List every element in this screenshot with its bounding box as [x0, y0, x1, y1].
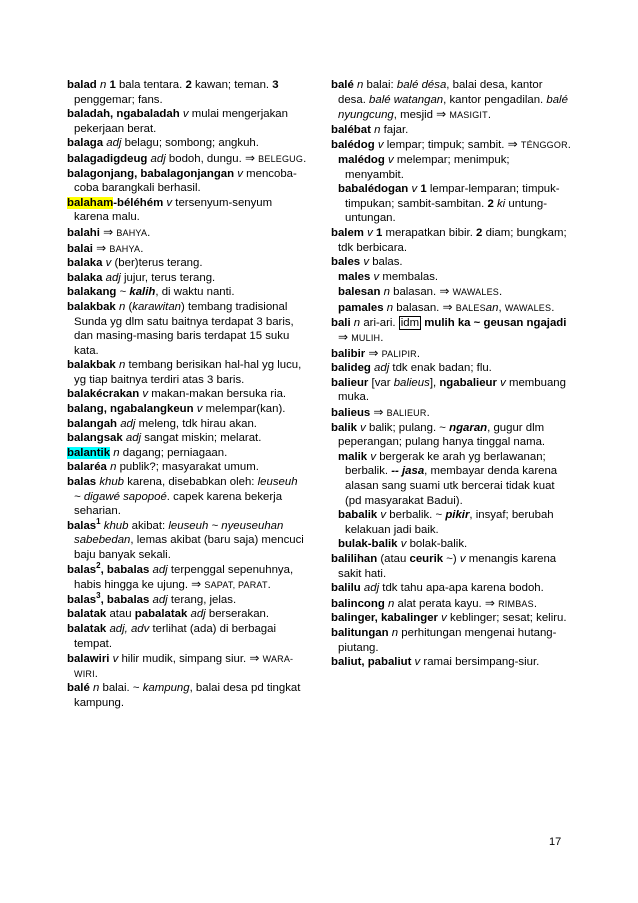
idiom-label-box: idm [400, 316, 420, 329]
entry: balitungan n perhitungan mengenai hutang-piutang. [331, 626, 557, 654]
entry: balaka v (ber)terus terang. [67, 257, 203, 270]
subentry: pamales n balasan. ⇒ BALESan, WAWALES. [338, 299, 555, 314]
entry: balantik n dagang; perniagaan. [67, 446, 228, 459]
entry: balaka adj jujur, terus terang. [67, 271, 216, 284]
entry: balad n 1 bala tentara. 2 kawan; teman. 3 penggemar; fans. [67, 79, 279, 106]
subentry: malédog v melempar; menimpuk; menyambit. [338, 153, 510, 181]
entry: balakbak n tembang berisikan hal-hal yg lucu, yg tiap baitnya terdiri atas 3 baris. [67, 359, 302, 386]
entry: balai ⇒ BAHYA. [67, 240, 144, 255]
entry: balakécrakan v makan-makan bersuka ria. [67, 388, 287, 401]
arrow-icon: ⇒ [484, 595, 495, 610]
entry: balagonjang, babalagonjangan v mencoba-coba barangkali berhasil. [67, 167, 297, 195]
entry: balideg adj tdk enak badan; flu. [331, 362, 492, 375]
entry: balieus ⇒ BALIEUR. [331, 405, 430, 420]
entry: balé n balai. ~ kampung, balai desa pd tingkat kampung. [67, 682, 301, 709]
entry: balaréa n publik?; masyarakat umum. [67, 461, 259, 474]
entry: balaga adj belagu; sombong; angkuh. [67, 137, 259, 150]
entry: balahi ⇒ BAHYA. [67, 224, 151, 239]
entry: balébat n fajar. [331, 123, 409, 136]
entry: balé n balai: balé désa, balai desa, kantor desa. balé watangan, kantor pengadilan. balé nyungcung, mesjid ⇒ MASIGIT. [331, 79, 568, 122]
entry: balang, ngabalangkeun v melempar(kan). [67, 403, 286, 416]
entry: balédog v lempar; timpuk; sambit. ⇒ TÉNGGOR. [331, 137, 571, 152]
entry: balaham-béléhém v tersenyum-senyum karena malu. [67, 196, 273, 224]
entry: balagadigdeug adj bodoh, dungu. ⇒ BELEGUG. [67, 150, 307, 165]
highlight-cyan: balantik [67, 446, 111, 459]
entry: balakbak n (karawitan) tembang tradisional Sunda yg dlm satu baitnya terdapat 3 baris, dan masing-masing baris terdapat 15 suku kata. [67, 300, 294, 357]
arrow-icon: ⇒ [249, 651, 260, 666]
entry: balas$^3$, babalas adj terang, jelas. [67, 590, 237, 606]
arrow-icon: ⇒ [373, 405, 384, 420]
entry: balilu adj tdk tahu apa-apa karena bodoh. [331, 582, 544, 595]
subentry: bulak-balik v bolak-balik. [338, 538, 468, 551]
entry: balas$^1$ khub akibat: leuseuh ~ nyeuseuhan sabebedan, lemas akibat (baru saja) mencuci baju banyak sekali. [67, 517, 304, 561]
entry: balawiri v hilir mudik, simpang siur. ⇒ WARA-WIRI. [67, 651, 294, 680]
arrow-icon: ⇒ [244, 150, 255, 165]
arrow-icon: ⇒ [439, 284, 450, 299]
page-number: 17 [549, 836, 562, 848]
subentry: balesan n balasan. ⇒ WAWALES. [338, 284, 503, 299]
entry: balibir ⇒ PALIPIR. [331, 345, 421, 360]
entry: balatak adj, adv terlihat (ada) di berbagai tempat. [67, 622, 276, 650]
entry: balas khub karena, disebabkan oleh: leuseuh ~ digawé sapopoé. capek karena bekerja seharian. [67, 476, 298, 518]
entry: balas$^2$, babalas adj terpenggal sepenuhnya, habis hingga ke ujung. ⇒ SAPAT, PARAT. [67, 560, 294, 592]
entry: balatak atau pabalatak adj berserakan. [67, 608, 270, 621]
highlight-yellow: balaham [67, 196, 114, 209]
entry: bali n ari-ari. idm mulih ka ~ geusan ngajadi ⇒ MULIH. [331, 316, 567, 345]
entry: balem v 1 merapatkan bibir. 2 diam; bungkam; tdk berbicara. [331, 226, 567, 254]
arrow-icon: ⇒ [368, 345, 379, 360]
left-column [67, 78, 307, 711]
entry: baladah, ngabaladah v mulai mengerjakan pekerjaan berat. [67, 108, 288, 135]
entry: balinger, kabalinger v keblinger; sesat; keliru. [331, 612, 567, 625]
subentry: babalédogan v 1 lempar-lemparan; timpuk-timpukan; sambit-sambitan. 2 ki untung-untungan. [338, 183, 560, 225]
right-column [331, 78, 571, 670]
arrow-icon: ⇒ [442, 299, 453, 314]
entry: balangsak adj sangat miskin; melarat. [67, 432, 262, 445]
entry: balangah adj meleng, tdk hirau akan. [67, 417, 257, 430]
entry: bales v balas. [331, 256, 403, 269]
entry: baliut, pabaliut v ramai bersimpang-siur. [331, 656, 540, 669]
entry: balieur [var balieus], ngabalieur v membuang muka. [331, 376, 566, 404]
subentry: malik v bergerak ke arah yg berlawanan; berbalik. -- jasa, membayar denda karena alasan sang suami utk bercerai tidak kuat (pd masyarakat Badui). [338, 450, 558, 507]
entry: balakang ~ kalih, di waktu nanti. [67, 286, 235, 299]
subentry: babalik v berbalik. ~ pikir, insyaf; berubah kelakuan jadi baik. [338, 509, 554, 536]
arrow-icon: ⇒ [338, 330, 349, 345]
arrow-icon: ⇒ [191, 577, 202, 592]
entry: balilihan (atau ceurik ~) v menangis karena sakit hati. [331, 553, 557, 580]
arrow-icon: ⇒ [436, 107, 447, 122]
subentry: males v membalas. [338, 270, 439, 283]
arrow-icon: ⇒ [507, 137, 518, 152]
arrow-icon: ⇒ [96, 240, 107, 255]
entry: balincong n alat perata kayu. ⇒ RIMBAS. [331, 595, 537, 610]
entry: balik v balik; pulang. ~ ngaran, gugur dlm peperangan; pulang hanya tinggal nama. [331, 421, 546, 449]
arrow-icon: ⇒ [103, 224, 114, 239]
